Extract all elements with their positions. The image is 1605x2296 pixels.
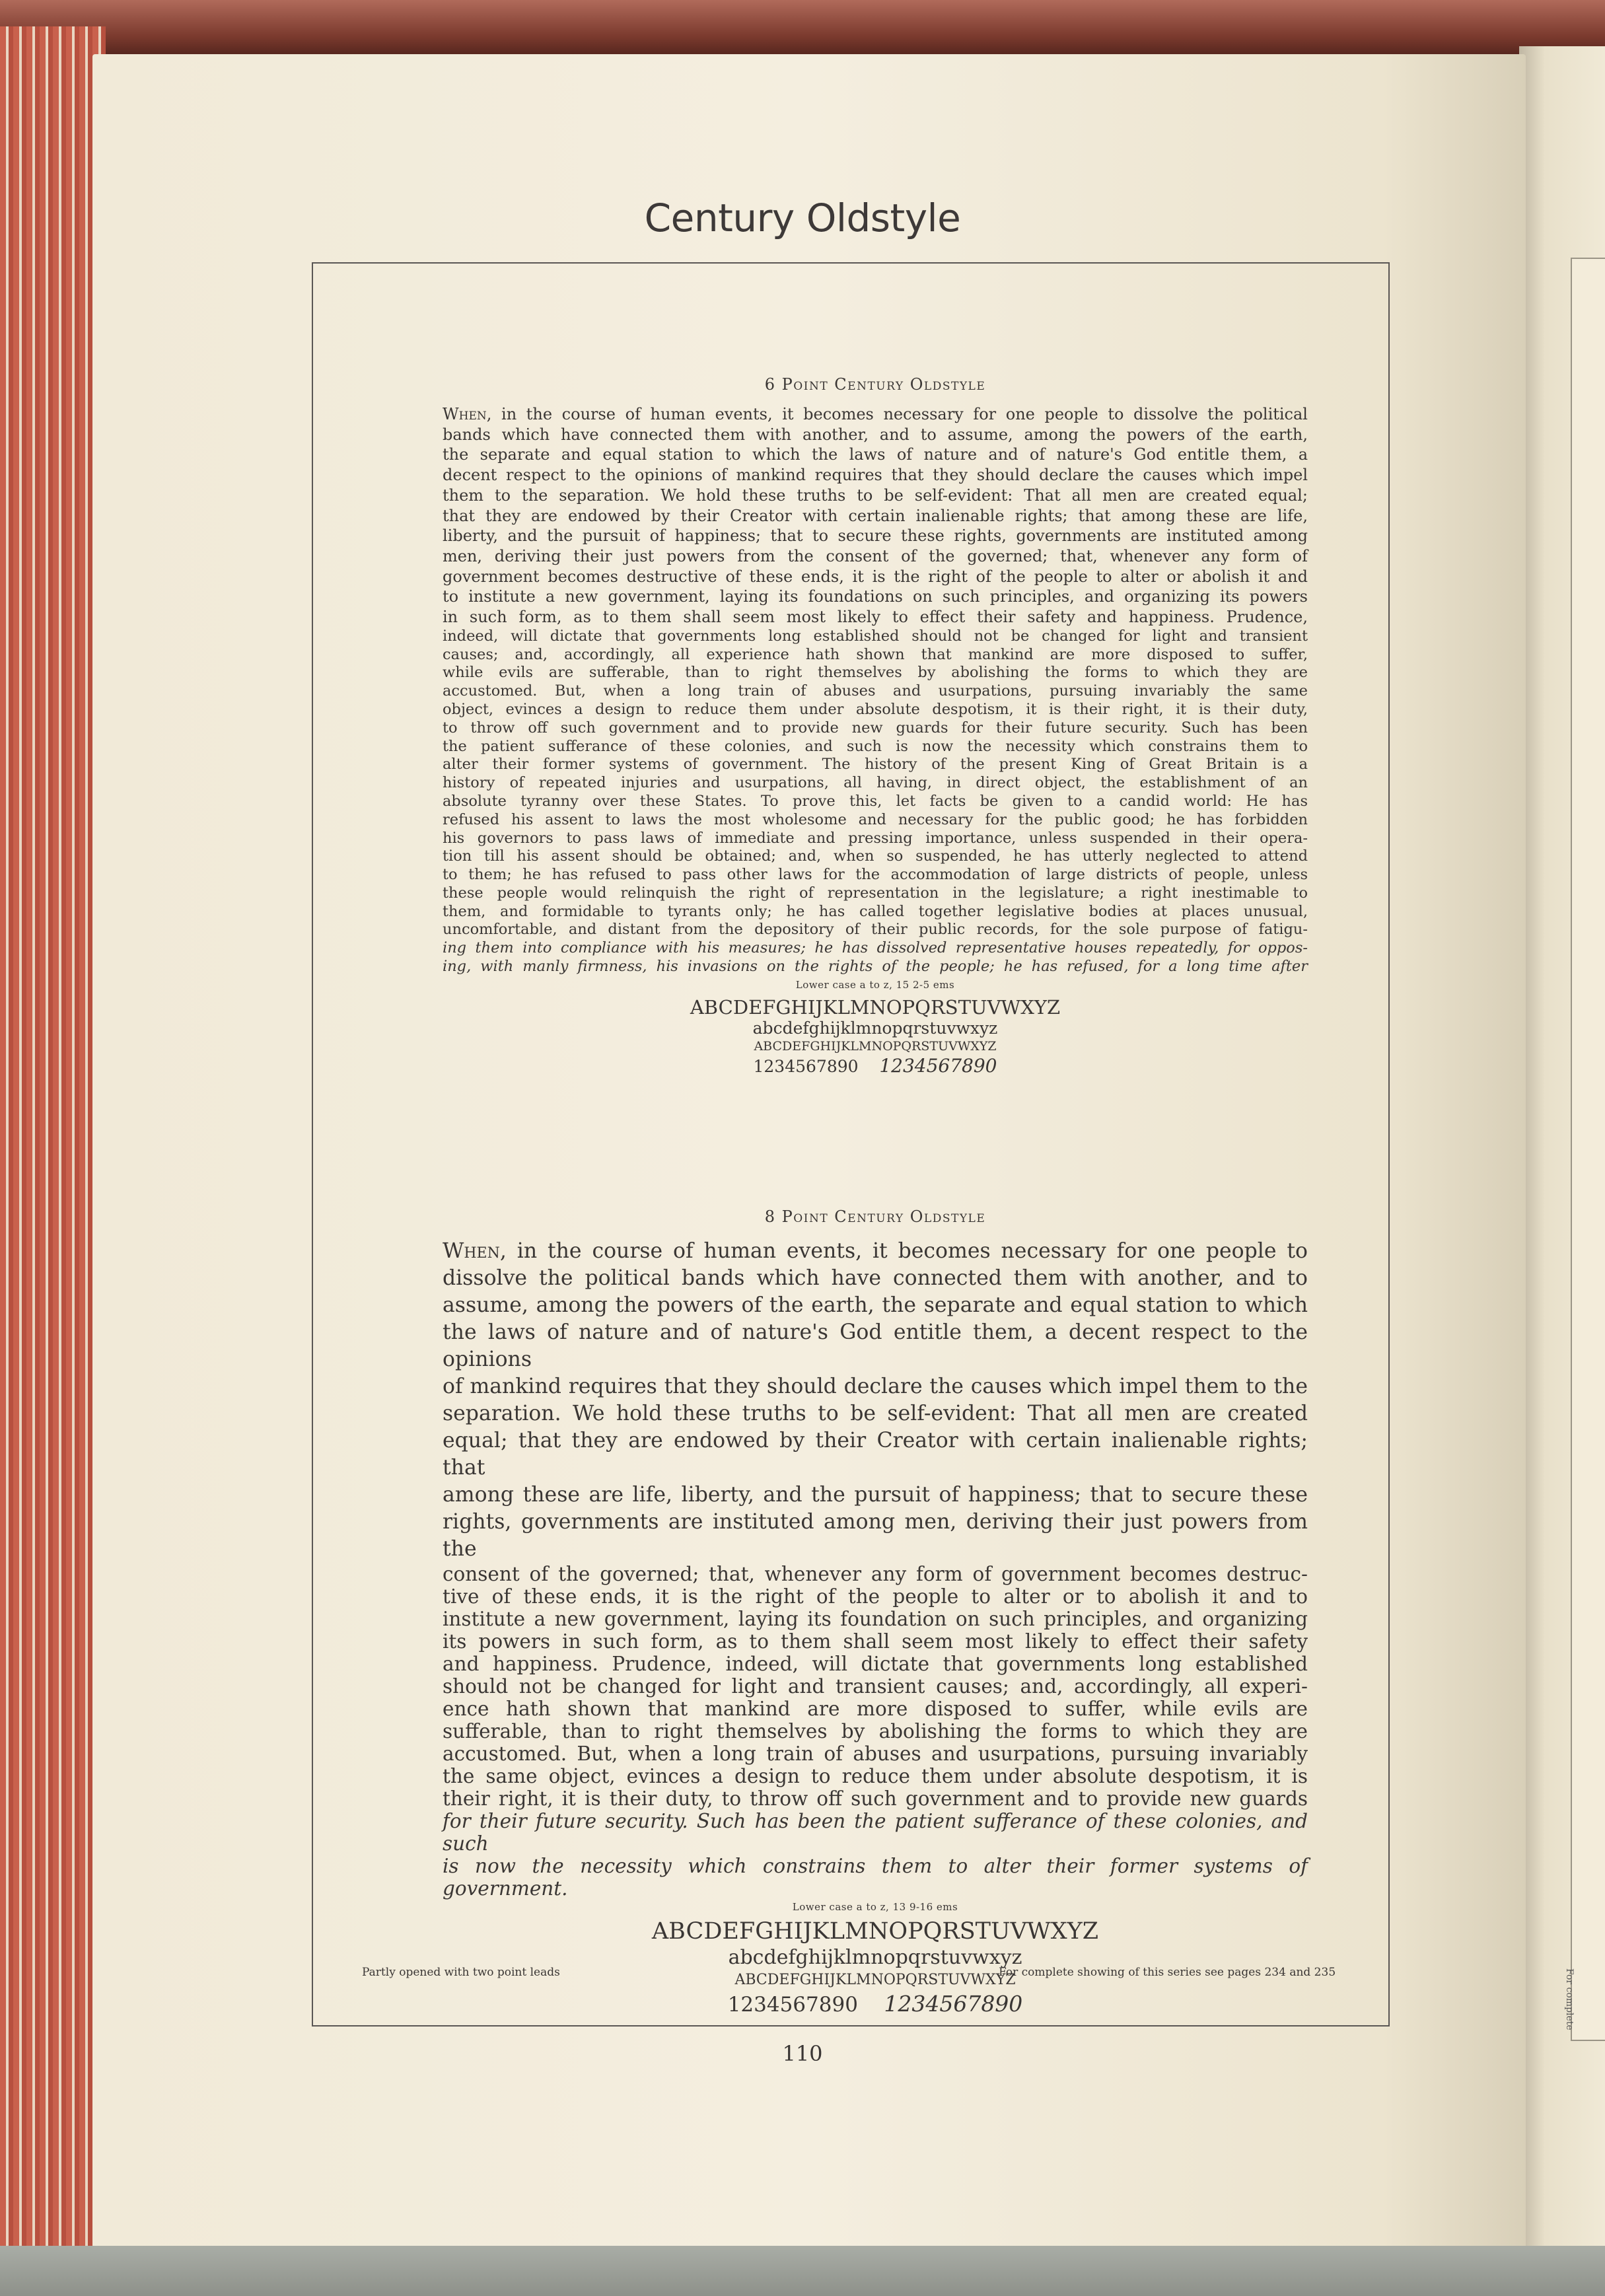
specimen-8pt-line: and happiness. Prudence, indeed, will dictate that governments long established [443,1653,1308,1675]
specimen-8pt-heading: 8 Point Century Oldstyle [764,1207,986,1226]
footer-note-right: For complete showing of this series see pages 234 and 235 [999,1966,1336,1979]
page-title: Century Oldstyle [644,196,961,240]
specimen-6pt-line: while evils are sufferable, than to right themselves by abolishing the forms to which they are [443,664,1308,682]
specimen-6pt [443,375,1308,1077]
specimen-6pt-line: them, and formidable to tyrants only; he has called together legislative bodies at places unusual, [443,902,1308,920]
specimen-6pt-body [443,404,1308,976]
specimen-6pt-line: tion till his assent should be obtained; and, when so suspended, he has utterly neglected to attend [443,847,1308,865]
next-page-note: For complete [1564,1968,1575,2030]
specimen-6pt-line: alter their former systems of government. The history of the present King of Great Britain is a [443,756,1308,773]
specimen-6pt-line: refused his assent to laws the most wholesome and necessary for the public good; he has forbidden [443,810,1308,828]
specimen-8pt-line: sufferable, than to right themselves by abolishing the forms to which they are [443,1720,1308,1742]
lead-word: When, [443,1239,507,1263]
line-text: in the course of human events, it becomes necessary for one people to [517,1239,1308,1263]
specimen-8pt-italic-line: is now the necessity which constrains them to alter their former systems of government. [443,1855,1308,1900]
specimen-8pt-line: institute a new government, laying its foundation on such principles, and organizing [443,1608,1308,1630]
specimen-6pt-line: decent respect to the opinions of mankind requires that they should declare the causes which impel [443,466,1308,485]
page-stack-left [0,26,106,2285]
specimen-6pt-line: to them; he has refused to pass other laws for the accommodation of large districts of people, unless [443,866,1308,884]
footer-note-left: Partly opened with two point leads [362,1966,560,1979]
specimen-6pt-italic-line: ing them into compliance with his measures; he has dissolved representative houses repeatedly, for oppos- [443,939,1308,957]
specimen-6pt-lowercase: abcdefghijklmnopqrstuvwxyz [752,1018,998,1038]
specimen-6pt-line: the patient sufferance of these colonies, and such is now the necessity which constrains them to [443,737,1308,755]
specimen-8pt-line: tive of these ends, it is the right of the people to alter or to abolish it and to [443,1585,1308,1608]
specimen-8pt-line: the laws of nature and of nature's God entitle them, a decent respect to the opinions [443,1320,1308,1371]
specimen-8pt-line: dissolve the political bands which have connected them with another, and to [443,1266,1308,1290]
specimen-6pt-line: causes; and, accordingly, all experience hath shown that mankind are more disposed to suffer, [443,645,1308,663]
specimen-6pt-line: in such form, as to them shall seem most likely to effect their safety and happiness. Prudence, [443,608,1308,627]
specimen-6pt-line: to institute a new government, laying its foundations on such principles, and organizing its powers [443,587,1308,606]
specimen-8pt-body [443,1238,1308,1900]
book-cover-bottom [0,2246,1605,2296]
specimen-6pt-line: object, evinces a design to reduce them under absolute despotism, it is their right, it is their duty, [443,700,1308,718]
specimen-8pt [443,1207,1308,2017]
specimen-8pt-figures: 1234567890 1234567890 [727,1991,1023,2017]
page-number: 110 [782,2041,823,2066]
specimen-6pt-line: them to the separation. We hold these truths to be self-evident: That all men are created equal; [443,485,1308,505]
specimen-6pt-line: that they are endowed by their Creator with certain inalienable rights; that among these are life, [443,506,1308,525]
line-text: in the course of human events, it becomes necessary for one people to dissolve the political [501,405,1308,423]
specimen-6pt-line: his governors to pass laws of immediate and pressing importance, unless suspended in their opera- [443,829,1308,847]
specimen-6pt-line: history of repeated injuries and usurpations, all having, in direct object, the establishment of an [443,774,1308,792]
specimen-8pt-line: equal; that they are endowed by their Creator with certain inalienable rights; that [443,1429,1308,1480]
specimen-8pt-line: consent of the governed; that, whenever any form of government becomes destruc- [443,1563,1308,1585]
specimen-6pt-heading: 6 Point Century Oldstyle [764,375,986,394]
specimen-8pt-line: accustomed. But, when a long train of abuses and usurpations, pursuing invariably [443,1742,1308,1765]
specimen-6pt-line [443,404,1308,425]
specimen-8pt-line [443,1238,1308,1265]
specimen-6pt-line: to throw off such government and to provide new guards for their future security. Such has been [443,719,1308,736]
specimen-8pt-line: separation. We hold these truths to be self-evident: That all men are created [443,1402,1308,1425]
specimen-8pt-line: the same object, evinces a design to reduce them under absolute despotism, it is [443,1765,1308,1787]
specimen-8pt-line: ence hath shown that mankind are more disposed to suffer, while evils are [443,1698,1308,1720]
specimen-6pt-line: accustomed. But, when a long train of abuses and usurpations, pursuing invariably the same [443,682,1308,700]
specimen-8pt-lowercase: abcdefghijklmnopqrstuvwxyz [728,1946,1022,1969]
specimen-6pt-caps: ABCDEFGHIJKLMNOPQRSTUVWXYZ [690,995,1061,1019]
specimen-8pt-line: their right, it is their duty, to throw off such government and to provide new guards [443,1787,1308,1810]
specimen-8pt-line: assume, among the powers of the earth, the separate and equal station to which [443,1293,1308,1317]
specimen-6pt-line: these people would relinquish the right of representation in the legislature; a right inestimable to [443,884,1308,902]
specimen-6pt-lowercase-note: Lower case a to z, 15 2-5 ems [795,978,955,991]
specimen-8pt-line: of mankind requires that they should declare the causes which impel them to the [443,1375,1308,1398]
book-cover-top [0,0,1605,61]
specimen-6pt-line: indeed, will dictate that governments long established should not be changed for light and transient [443,627,1308,645]
specimen-8pt-line: among these are life, liberty, and the pursuit of happiness; that to secure these [443,1483,1308,1507]
specimen-6pt-line: uncomfortable, and distant from the depository of their public records, for the sole purpose of fatigu- [443,921,1308,939]
specimen-6pt-line: the separate and equal station to which the laws of nature and of nature's God entitle them, a [443,445,1308,464]
next-page-edge [1571,258,1605,2041]
specimen-6pt-line: liberty, and the pursuit of happiness; that to secure these rights, governments are instituted among [443,526,1308,546]
specimen-8pt-lowercase-note: Lower case a to z, 13 9-16 ems [792,1901,958,1913]
specimen-6pt-line: government becomes destructive of these ends, it is the right of the people to alter or abolish it and [443,567,1308,586]
specimen-6pt-italic-line: ing, with manly firmness, his invasions on the rights of the people; he has refused, for a long time after [443,958,1308,976]
specimen-6pt-line: men, deriving their just powers from the consent of the governed; that, whenever any form of [443,546,1308,565]
specimen-8pt-caps: ABCDEFGHIJKLMNOPQRSTUVWXYZ [651,1918,1099,1945]
specimen-6pt-line: bands which have connected them with another, and to assume, among the powers of the earth, [443,425,1308,444]
specimen-8pt-line: its powers in such form, as to them shall seem most likely to effect their safety [443,1630,1308,1653]
specimen-8pt-small-caps: ABCDEFGHIJKLMNOPQRSTUVWXYZ [734,1972,1016,1988]
specimen-8pt-line: should not be changed for light and transient causes; and, accordingly, all experi- [443,1675,1308,1698]
specimen-8pt-line: rights, governments are instituted among men, deriving their just powers from the [443,1510,1308,1561]
specimen-8pt-italic-line: for their future security. Such has been the patient sufferance of these colonies, and such [443,1810,1308,1855]
specimen-6pt-figures: 1234567890 1234567890 [753,1054,997,1077]
specimen-6pt-line: absolute tyranny over these States. To prove this, let facts be given to a candid world: He has [443,792,1308,810]
specimen-6pt-small-caps: ABCDEFGHIJKLMNOPQRSTUVWXYZ [754,1038,997,1054]
lead-word: When, [443,405,492,423]
